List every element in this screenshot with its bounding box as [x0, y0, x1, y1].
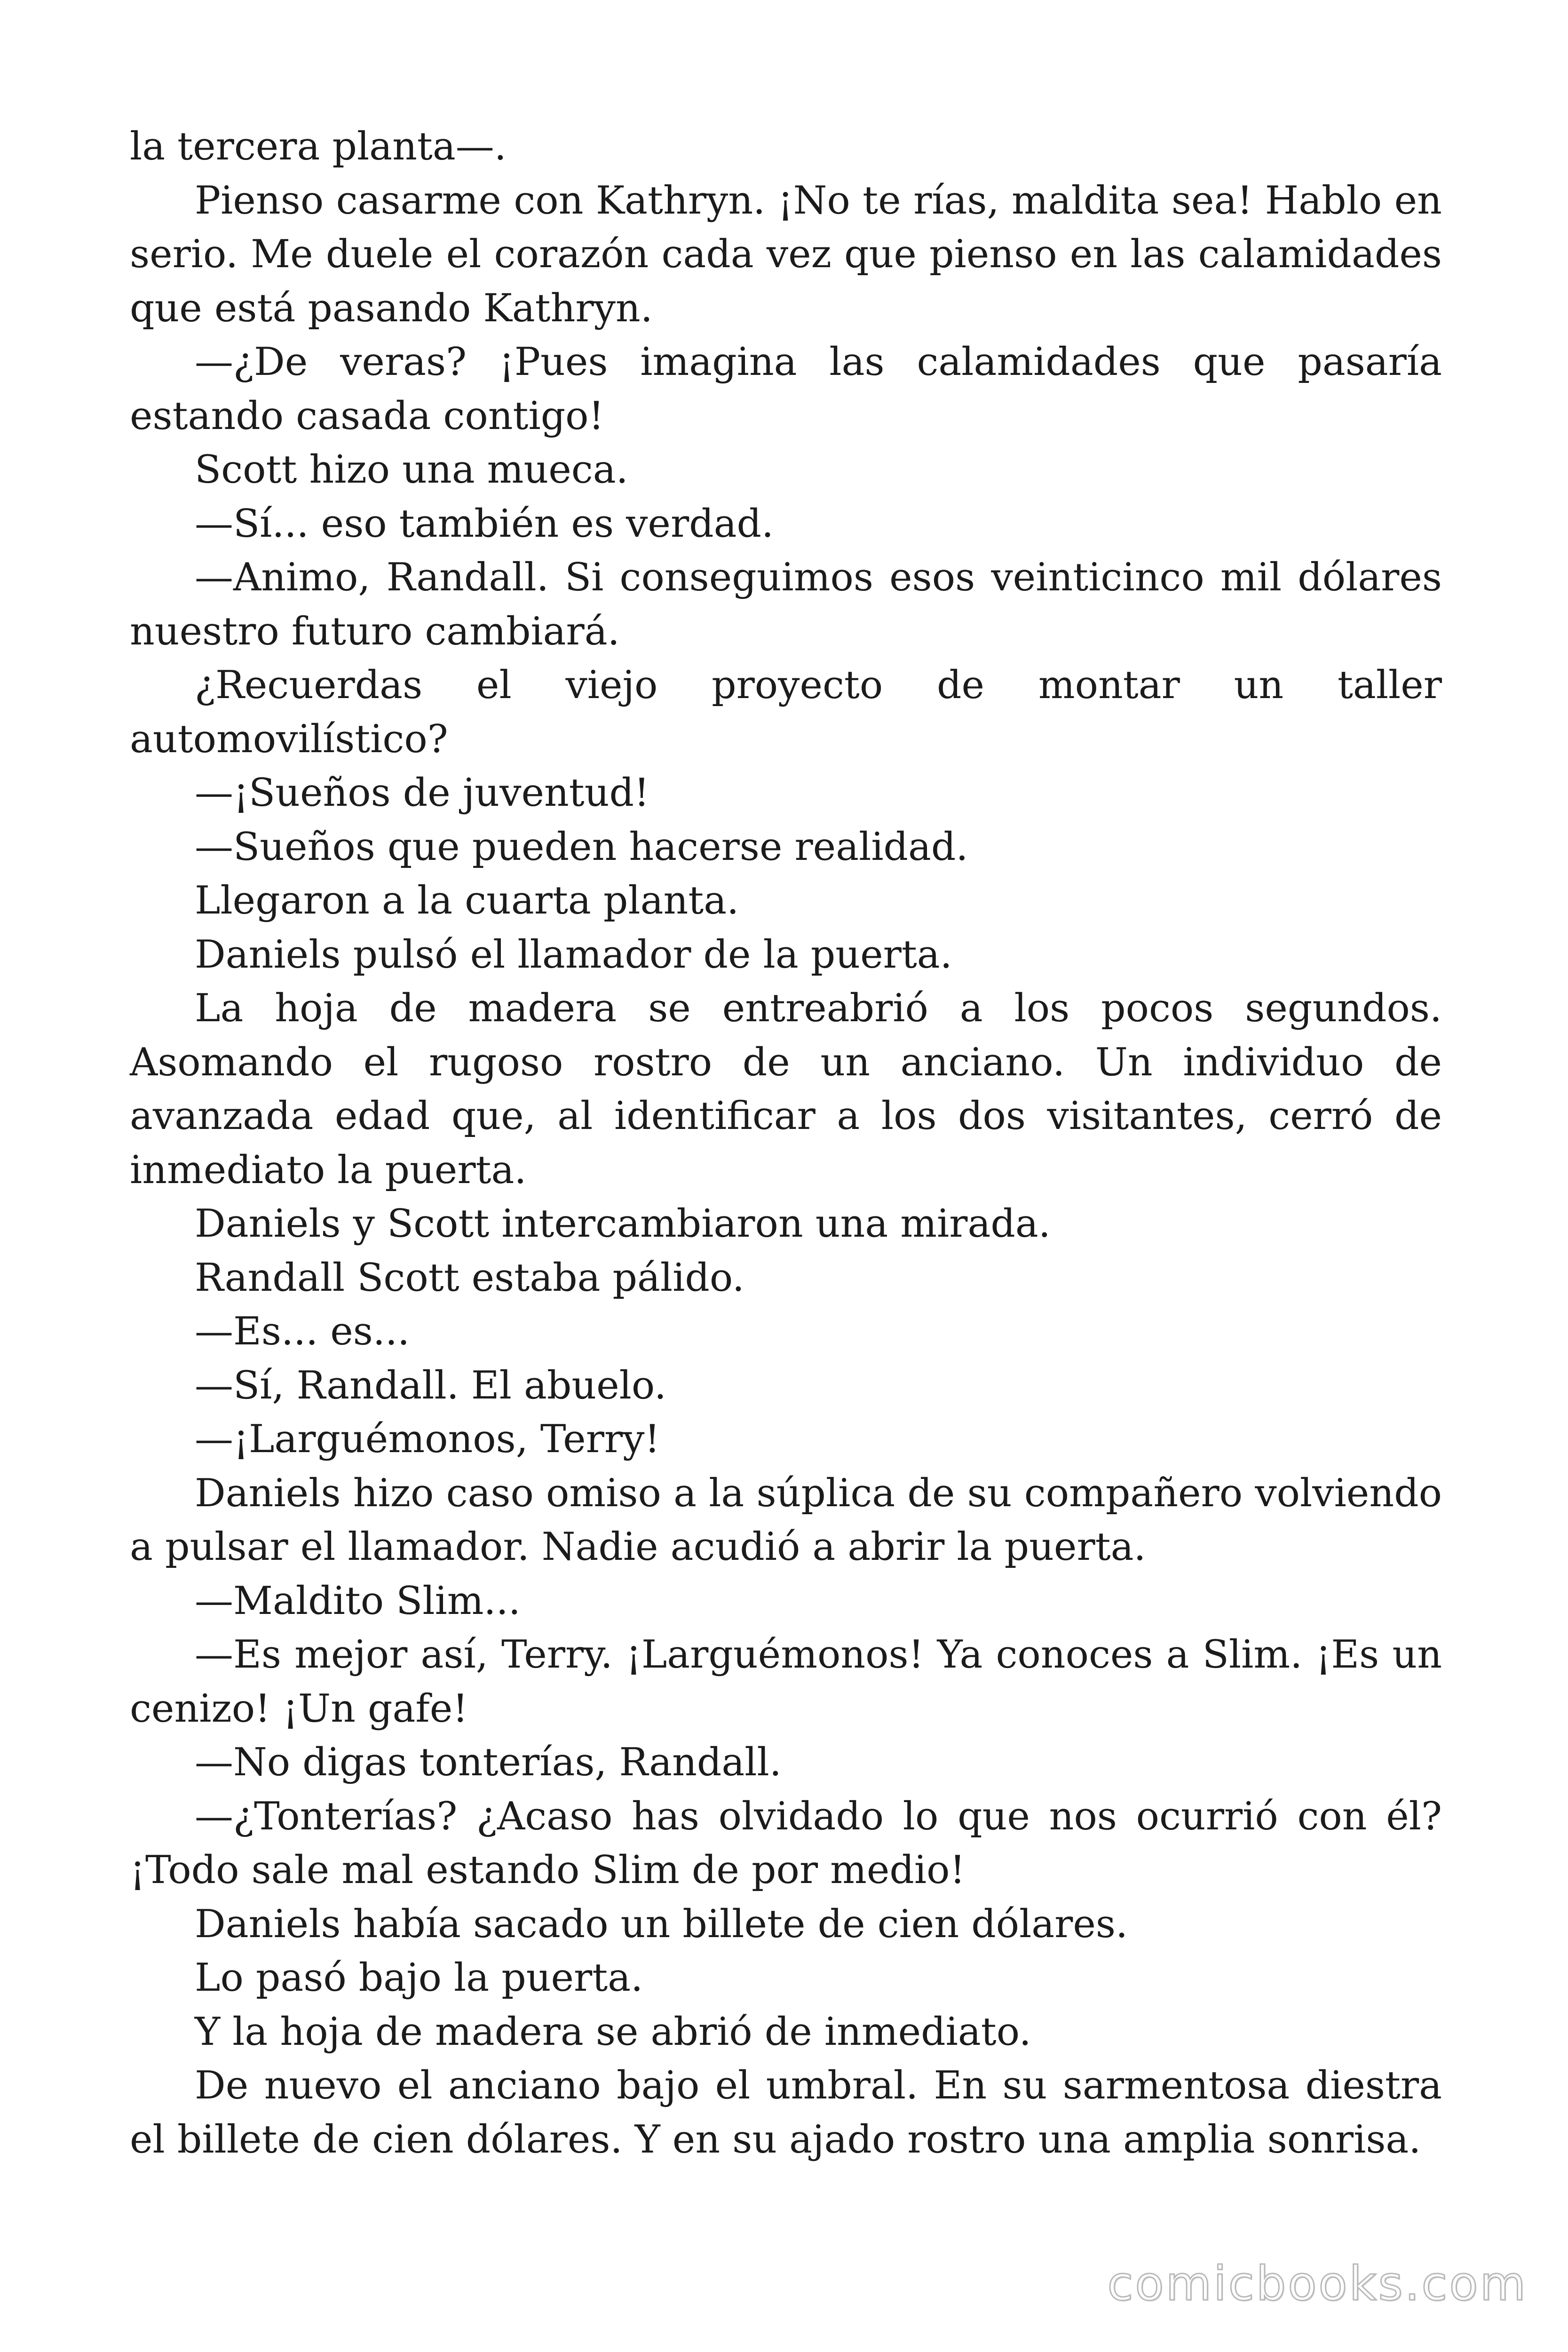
paragraph: —Es... es...	[195, 1309, 410, 1354]
paragraph: Pienso casarme con Kathryn. ¡No te rías, maldita sea! Hablo en serio. Me duele el corazón cada vez que pienso en las calamidades que está pasando Kathryn.	[130, 178, 1442, 331]
page-body-text	[130, 120, 1442, 2167]
paragraph: —Sí... eso también es verdad.	[195, 501, 774, 546]
paragraph: Daniels hizo caso omiso a la súplica de su compañero volviendo a pulsar el llamador. Nadie acudió a abrir la puerta.	[130, 1470, 1442, 1569]
paragraph: —Maldito Slim...	[195, 1578, 521, 1623]
paragraph: —No digas tonterías, Randall.	[195, 1740, 782, 1785]
paragraph: Daniels y Scott intercambiaron una mirada.	[195, 1201, 1051, 1246]
paragraph: —¡Larguémonos, Terry!	[195, 1417, 660, 1462]
paragraph: —Sueños que pueden hacerse realidad.	[195, 824, 968, 869]
paragraph: Randall Scott estaba pálido.	[195, 1255, 744, 1300]
paragraph: —Animo, Randall. Si conseguimos esos veinticinco mil dólares nuestro futuro cambiará.	[130, 555, 1442, 654]
paragraph: ¿Recuerdas el viejo proyecto de montar un taller automovilístico?	[130, 663, 1442, 762]
paragraph: Y la hoja de madera se abrió de inmediato.	[195, 2009, 1031, 2054]
paragraph: Lo pasó bajo la puerta.	[195, 1955, 643, 2000]
paragraph: Daniels pulsó el llamador de la puerta.	[195, 932, 952, 977]
paragraph: La hoja de madera se entreabrió a los pocos segundos. Asomando el rugoso rostro de un anciano. Un individuo de avanzada edad que, al identificar a los dos visitantes, cerró de inmediato la puerta.	[130, 986, 1442, 1192]
paragraph: Scott hizo una mueca.	[195, 447, 628, 492]
paragraph: —Es mejor así, Terry. ¡Larguémonos! Ya conoces a Slim. ¡Es un cenizo! ¡Un gafe!	[130, 1632, 1442, 1731]
paragraph: —¿Tonterías? ¿Acaso has olvidado lo que nos ocurrió con él? ¡Todo sale mal estando Slim de por medio!	[130, 1794, 1442, 1892]
paragraph: —Sí, Randall. El abuelo.	[195, 1363, 666, 1408]
paragraph: —¡Sueños de juventud!	[195, 771, 649, 815]
paragraph: la tercera planta—.	[130, 124, 507, 169]
paragraph: Daniels había sacado un billete de cien dólares.	[195, 1901, 1128, 1947]
paragraph: De nuevo el anciano bajo el umbral. En su sarmentosa diestra el billete de cien dólares. Y en su ajado rostro una amplia sonrisa.	[130, 2063, 1442, 2162]
paragraph: —¿De veras? ¡Pues imagina las calamidades que pasaría estando casada contigo!	[130, 340, 1442, 438]
watermark-text: comicbooks.com	[1107, 2256, 1528, 2311]
paragraph: Llegaron a la cuarta planta.	[195, 878, 739, 923]
